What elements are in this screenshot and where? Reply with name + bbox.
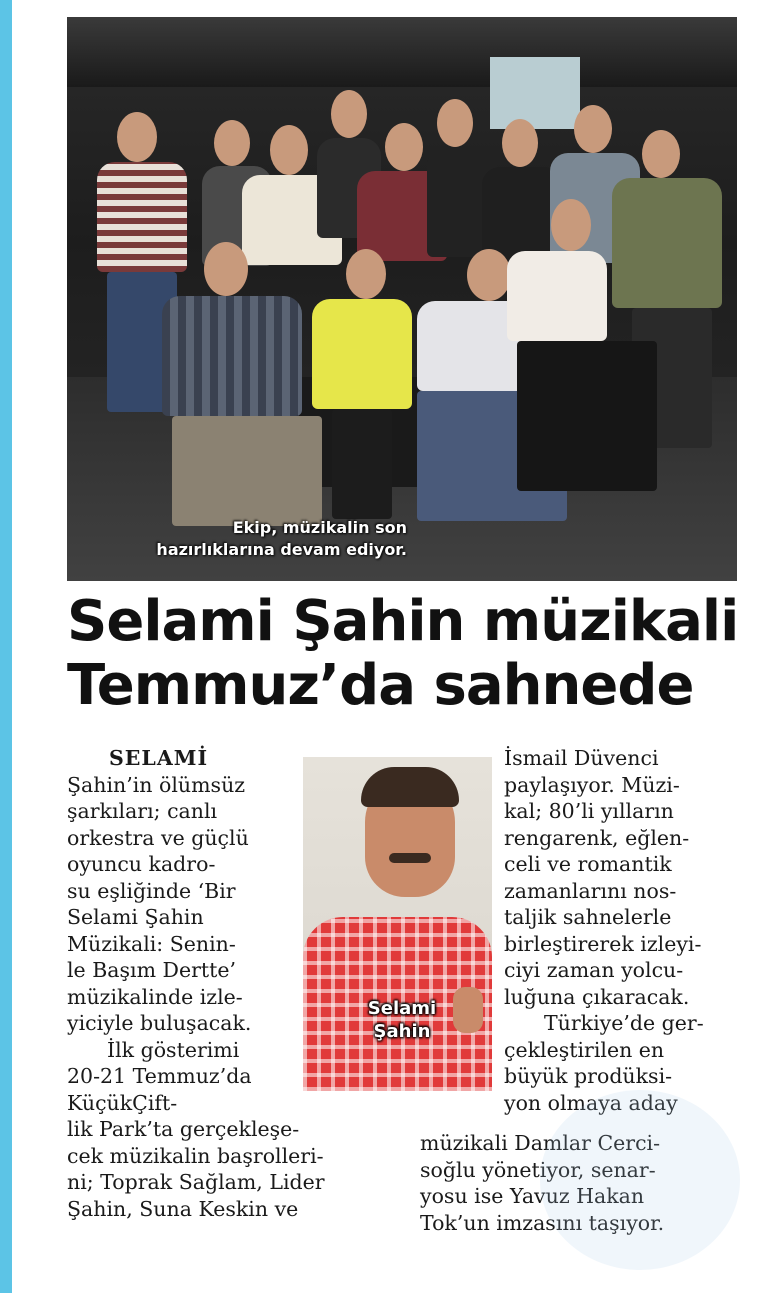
article-line: yosu ise Yavuz Hakan	[420, 1184, 645, 1208]
article-line: ciyi zaman yolcu-	[504, 958, 684, 982]
photo-caption-line: Ekip, müzikalin son	[232, 518, 407, 537]
article-line: Tok’un imzasını taşıyor.	[420, 1210, 665, 1235]
article-line: soğlu yönetiyor, senar-	[420, 1157, 656, 1182]
cast-photo	[67, 17, 737, 581]
article-line: büyük prodüksi-	[504, 1064, 673, 1088]
article-line: orkestra ve güçlü	[67, 825, 249, 850]
left-accent-rule	[0, 0, 12, 1293]
photo-caption	[67, 517, 407, 561]
article-line: Selami Şahin	[67, 905, 204, 929]
article-line: celi ve romantik	[504, 852, 672, 876]
article-line: müzikali Damlar Cerci-	[420, 1131, 661, 1155]
article-line: KüçükÇift-	[67, 1090, 178, 1115]
article-line: yiciyle buluşacak.	[67, 1011, 252, 1035]
portrait-label-line: Selami	[367, 998, 437, 1019]
portrait-label-line: Şahin	[373, 1021, 431, 1042]
article-line: kal; 80’li yılların	[504, 799, 674, 823]
article-line: İlk gösterimi	[107, 1037, 240, 1062]
article-line: cek müzikalin başrolleri-	[67, 1143, 324, 1168]
photo-caption-line: hazırlıklarına devam ediyor.	[156, 540, 407, 559]
article-line: paylaşıyor. Müzi-	[504, 772, 680, 797]
headline	[67, 590, 767, 718]
article-line: Türkiye’de ger-	[544, 1011, 704, 1035]
hair	[361, 767, 459, 807]
article-line: Şahin’in ölümsüz	[67, 772, 246, 797]
article-line: Şahin, Suna Keskin ve	[67, 1196, 299, 1221]
article-line: 20-21 Temmuz’da	[67, 1064, 252, 1088]
article-column-3	[504, 745, 704, 1116]
article-line: birleştirerek izleyi-	[504, 931, 702, 956]
article-line: le Başım Dertte’	[67, 958, 237, 982]
stage-lights	[67, 17, 737, 87]
article-line: Müzikali: Senin-	[67, 931, 236, 956]
article-line: rengarenk, eğlen-	[504, 825, 690, 850]
article-line: yon olmaya aday	[504, 1090, 678, 1115]
headline-line: Selami Şahin müzikali	[67, 589, 739, 654]
article-line: oyuncu kadro-	[67, 852, 216, 876]
watermark-logo	[540, 1090, 740, 1270]
article-line: çekleştirilen en	[504, 1037, 665, 1062]
headline-line: Temmuz’da sahnede	[67, 653, 694, 718]
stage-screen	[490, 57, 580, 129]
article-line: İsmail Düvenci	[504, 746, 659, 770]
article-line: zamanlarını nos-	[504, 878, 677, 903]
article-line: müzikalinde izle-	[67, 984, 243, 1009]
article-lead-word: SELAMİ	[109, 746, 209, 770]
article-line: taljik sahnelerle	[504, 905, 672, 929]
article-line: su eşliğinde ‘Bir	[67, 878, 236, 903]
moustache	[389, 853, 431, 863]
portrait-label	[357, 997, 447, 1043]
article-line: lik Park’ta gerçekleşe-	[67, 1117, 300, 1141]
article-column-1	[67, 745, 325, 1222]
article-line: şarkıları; canlı	[67, 799, 218, 823]
thumbs-up-hand	[453, 987, 483, 1033]
article-line: luğuna çıkaracak.	[504, 984, 690, 1009]
article-line: ni; Toprak Sağlam, Lider	[67, 1170, 325, 1194]
